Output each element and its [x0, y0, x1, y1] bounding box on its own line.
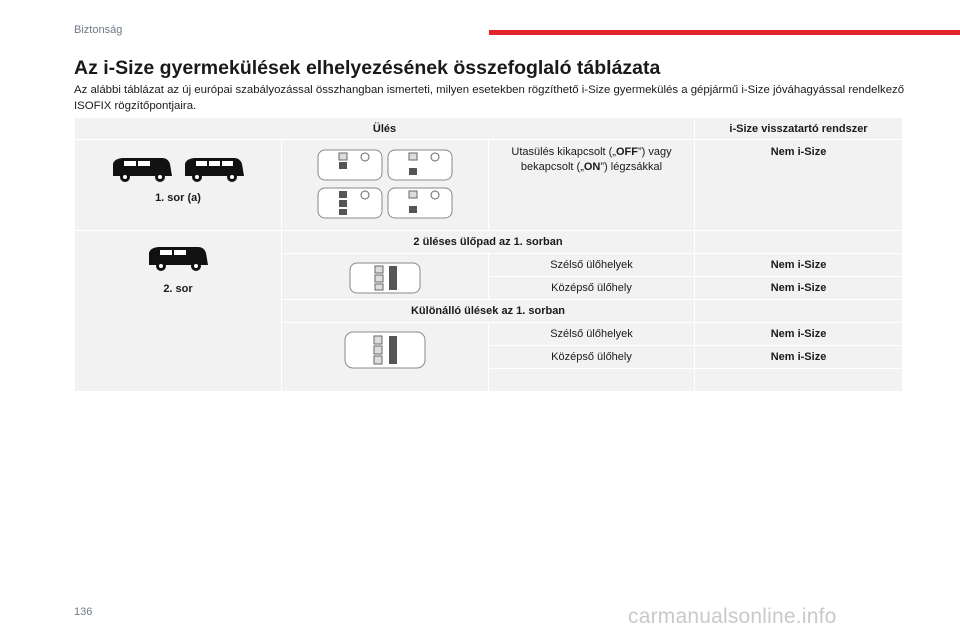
header-seat: Ülés — [75, 118, 695, 140]
header-accent-bar — [489, 30, 960, 35]
group2-plan-wrap — [282, 323, 488, 370]
row2-label: 2. sor — [163, 283, 193, 295]
row1-value: Nem i-Size — [770, 146, 827, 158]
airbag-text-part: ”) vagy bekapcsolt („ — [520, 146, 672, 173]
seat-plan-icon — [387, 148, 453, 182]
page-title: Az i-Size gyermekülések elhelyezésének összefoglaló táblázata — [74, 57, 661, 79]
row1-plan-cell — [282, 140, 489, 231]
row1-label: 1. sor (a) — [155, 192, 201, 204]
group1-title: 2 üléses ülőpad az 1. sorban — [282, 231, 695, 254]
group2-outer-value: Nem i-Size — [695, 323, 903, 346]
section-header: Biztonság — [74, 24, 123, 36]
table-row-first-row — [75, 140, 903, 231]
group2-plan-cell — [282, 323, 489, 392]
row1-airbag-cell — [489, 140, 695, 231]
group2-center-value: Nem i-Size — [695, 346, 903, 369]
row2-seat-cell — [75, 231, 282, 392]
group1-center-value: Nem i-Size — [695, 277, 903, 300]
airbag-off-label: OFF — [615, 146, 638, 158]
seat-plan-icon — [317, 186, 383, 220]
table-row-group1-title — [75, 231, 903, 254]
row2-van-icons — [75, 231, 281, 273]
intro-text: Az alábbi táblázat az új európai szabályozással összhangban ismerteti, milyen esetekben rögzíthető i-Size gyermekülés a gépjármű i-Size jóváhagyással rendelkező ISOFIX rögzítőpontjaira. — [74, 84, 905, 112]
group2-title: Különálló ülések az 1. sorban — [282, 300, 695, 323]
group1-title-empty — [695, 231, 903, 254]
row1-airbag-text — [489, 140, 694, 175]
group2-outer-label: Szélső ülőhelyek — [489, 323, 695, 346]
airbag-text-part: ”) légzsákkal — [600, 161, 663, 173]
spacer-cell — [489, 369, 695, 392]
van-icon — [110, 154, 174, 184]
group2-center-label: Középső ülőhely — [489, 346, 695, 369]
spacer-cell — [695, 369, 903, 392]
watermark: carmanualsonline.info — [628, 605, 837, 628]
row1-van-icons — [75, 140, 281, 184]
group1-center-label: Középső ülőhely — [489, 277, 695, 300]
airbag-on-label: ON — [583, 161, 601, 173]
group2-title-empty — [695, 300, 903, 323]
row1-seat-cell — [75, 140, 282, 231]
page-number: 136 — [74, 606, 93, 618]
header-system: i-Size visszatartó rendszer — [695, 118, 903, 140]
van-icon — [146, 243, 210, 273]
group1-outer-value: Nem i-Size — [695, 254, 903, 277]
van-icon — [182, 154, 246, 184]
isize-table — [74, 117, 903, 392]
seat-plan-icon — [317, 148, 383, 182]
table-header-row — [75, 118, 903, 140]
airbag-text-part: Utasülés kikapcsolt („ — [511, 146, 616, 158]
row1-seat-plans — [282, 140, 488, 220]
seat-plan-icon — [344, 330, 426, 370]
group1-plan-cell — [282, 254, 489, 300]
row1-value-cell — [695, 140, 903, 231]
group1-outer-label: Szélső ülőhelyek — [489, 254, 695, 277]
seat-plan-icon — [387, 186, 453, 220]
group1-plan-wrap — [282, 254, 488, 295]
seat-plan-icon — [349, 261, 421, 295]
